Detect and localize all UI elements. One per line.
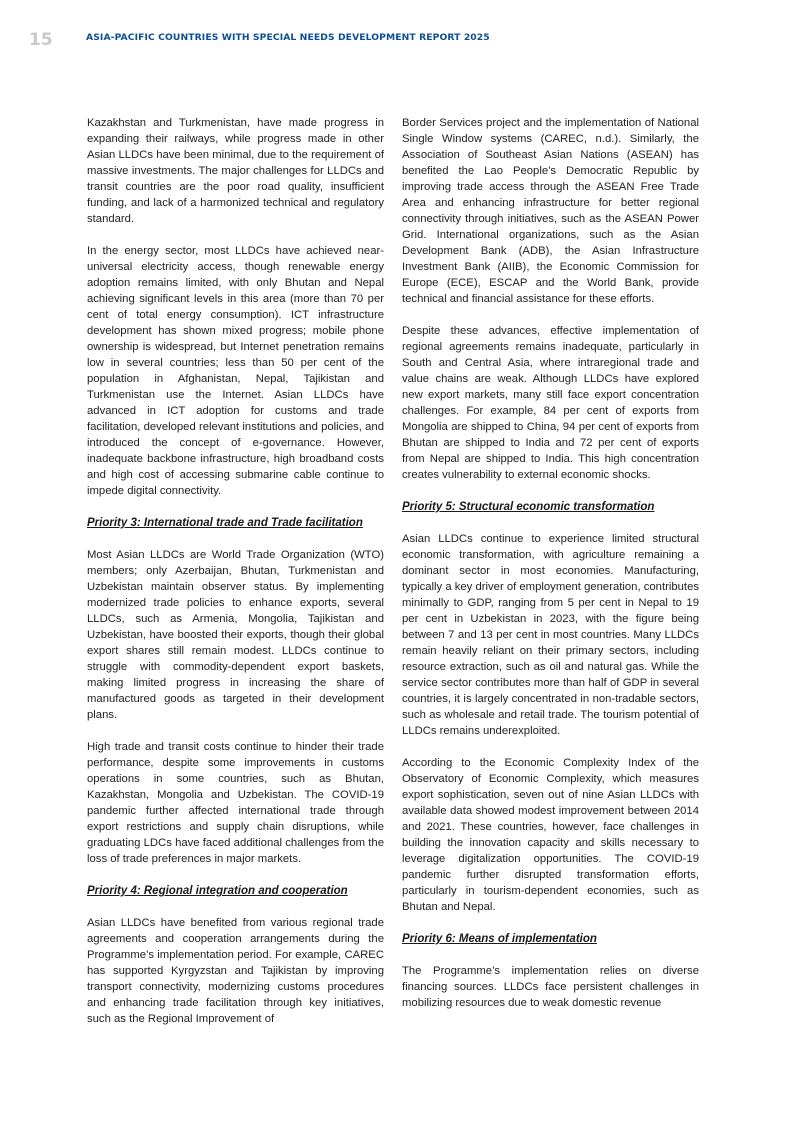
- right-column: [402, 115, 699, 1027]
- paragraph-regional-agreements: Asian LLDCs have benefited from various regional trade agreements and cooperation arrangements during the Programme’s implementation period. For example, CAREC has supported Kyrgyzstan and Tajikistan by improving transport connectivity, modernizing customs procedures and enhancing trade facilitation through key initiatives, such as the Regional Improvement of: [87, 917, 384, 1025]
- paragraph-transport: Kazakhstan and Turkmenistan, have made progress in expanding their railways, while progress made in other Asian LLDCs have been minimal, due to the requirement of massive investments. The major challenges for LLDCs and transit countries are the poor road quality, insufficient funding, and lack of a harmonized technical and regulatory standard.: [87, 117, 384, 225]
- paragraph-economic-complexity: According to the Economic Complexity Index of the Observatory of Economic Complexity, which measures export sophistication, seven out of nine Asian LLDCs with available data showed modest improvement between 2014 and 2021. These countries, however, face challenges in building the innovation capacity and skills necessary to leverage digitalization opportunities. The COVID-19 pandemic further disrupted transformation efforts, particularly in tourism-dependent economies, such as Bhutan and Nepal.: [402, 757, 699, 913]
- paragraph-financing: The Programme’s implementation relies on diverse financing sources. LLDCs face persistent challenges in mobilizing resources due to weak domestic revenue: [402, 965, 699, 1009]
- heading-priority-6: Priority 6: Means of implementation: [402, 933, 597, 945]
- paragraph-energy-ict: In the energy sector, most LLDCs have achieved near-universal electricity access, though renewable energy adoption remains limited, with only Bhutan and Nepal achieving significant levels in this area (more than 70 per cent of total energy consumption). ICT infrastructure development has shown mixed progress; mobile phone ownership is widespread, but Internet penetration remains low in several countries; less than 50 per cent of the population in Afghanistan, Nepal, Tajikistan and Turkmenistan use the Internet. Asian LLDCs have advanced in ICT adoption for customs and trade facilitation, developed relevant institutions and policies, and introduced the concept of e-governance. However, inadequate backbone infrastructure, high broadband costs and high cost of accessing submarine cable continue to impede digital connectivity.: [87, 245, 384, 497]
- paragraph-trade-costs: High trade and transit costs continue to hinder their trade performance, despite some improvements in customs operations in some countries, such as Bhutan, Kazakhstan, Mongolia and Uzbekistan. The COVID-19 pandemic further affected international trade through export restrictions and supply chain disruptions, while graduating LDCs have faced additional challenges from the loss of trade preferences in major markets.: [87, 741, 384, 865]
- heading-priority-4: Priority 4: Regional integration and cooperation: [87, 885, 348, 897]
- paragraph-wto: Most Asian LLDCs are World Trade Organization (WTO) members; only Azerbaijan, Bhutan, Turkmenistan and Uzbekistan maintain observer status. By implementing modernized trade policies to enhance exports, several LLDCs, such as Armenia, Mongolia, Tajikistan and Uzbekistan, have boosted their exports, though their global export shares still remain modest. LLDCs continue to struggle with commodity-dependent export baskets, making limited progress in increasing the share of manufactured goods as targeted in their development plans.: [87, 549, 384, 721]
- paragraph-carec-asean: Border Services project and the implementation of National Single Window systems (CAREC, n.d.). Similarly, the Association of Southeast Asian Nations (ASEAN) has benefited the Lao People’s Democratic Republic by improving trade access through the ASEAN Free Trade Area and enhancing infrastructure for better regional connectivity through initiatives, such as the ASEAN Power Grid. International organizations, such as the Asian Development Bank (ADB), the Asian Infrastructure Investment Bank (AIIB), the Economic Commission for Europe (ECE), ESCAP and the World Bank, provide technical and financial assistance for these efforts.: [402, 117, 699, 305]
- running-header-title: ASIA-PACIFIC COUNTRIES WITH SPECIAL NEEDS DEVELOPMENT REPORT 2025: [86, 32, 490, 43]
- heading-priority-5: Priority 5: Structural economic transformation: [402, 501, 655, 513]
- heading-priority-3: Priority 3: International trade and Trade facilitation: [87, 517, 363, 529]
- left-column: [87, 115, 384, 1043]
- paragraph-structural-transformation: Asian LLDCs continue to experience limited structural economic transformation, with agriculture remaining a dominant sector in most economies. Manufacturing, typically a key driver of employment generation, contributes minimally to GDP, ranging from 5 per cent in Nepal to 19 per cent in Uzbekistan in 2023, with the figure being between 7 and 13 per cent in most countries. Many LLDCs remain heavily reliant on their primary sectors, including resource extraction, such as oil and natural gas. While the service sector contributes more than half of GDP in several countries, it is largely concentrated in non-tradable sectors, such as wholesale and retail trade. The tourism potential of LLDCs remains underexploited.: [402, 533, 700, 737]
- paragraph-export-concentration: Despite these advances, effective implementation of regional agreements remains inadequate, particularly in South and Central Asia, where intraregional trade and value chains are weak. Although LLDCs have explored new export markets, many still face export concentration challenges. For example, 84 per cent of exports from Mongolia are shipped to China, 94 per cent of exports from Bhutan are shipped to India and 72 per cent of exports from Nepal are shipped to India. This high concentration creates vulnerability to external economic shocks.: [402, 325, 699, 481]
- page-number: 15: [29, 30, 53, 50]
